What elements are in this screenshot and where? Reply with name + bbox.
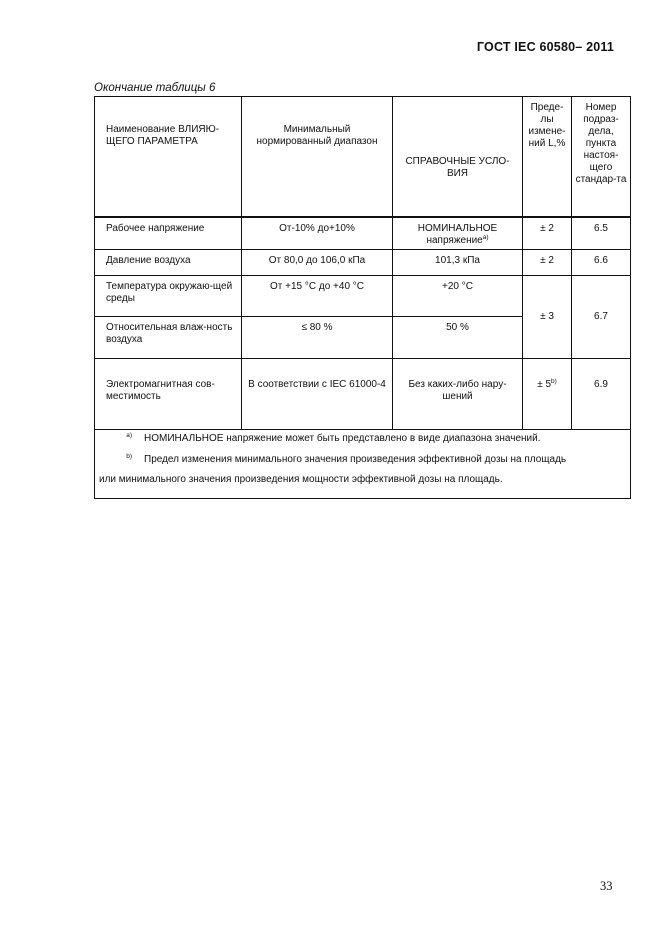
row-climate-limit: ± 3	[523, 276, 572, 359]
row-voltage-ref	[393, 217, 523, 250]
footnote-a-mark: a)	[126, 432, 132, 439]
emc-limit-value: ± 5	[537, 379, 552, 390]
footnotes	[95, 430, 631, 499]
table-caption: Окончание таблицы 6	[94, 82, 216, 94]
table-row	[95, 250, 631, 276]
row-voltage-param: Рабочее напряжение	[95, 217, 242, 250]
row-emc-param: Электромагнитная сов-местимость	[95, 359, 242, 430]
table-row	[95, 217, 631, 250]
footnote-b-mark: b)	[126, 453, 132, 460]
footnote-a-text: НОМИНАЛЬНОЕ напряжение может быть представлено в виде диапазона значений.	[144, 433, 541, 444]
row-pressure-section: 6.6	[572, 250, 631, 276]
table-header-row	[95, 97, 631, 217]
footnote-b-continued: или минимального значения произведения мощности эффективной дозы на площадь.	[99, 474, 503, 485]
footnote-b-text-1: Предел изменения минимального значения произведения эффективной дозы на площадь	[144, 454, 567, 465]
row-emc-section: 6.9	[572, 359, 631, 430]
header-reference-conditions: СПРАВОЧНЫЕ УСЛО-ВИЯ	[393, 97, 523, 217]
standard-code: ГОСТ IEC 60580– 2011	[476, 40, 614, 54]
footnote-mark-b: b)	[551, 378, 557, 385]
row-pressure-range: От 80,0 до 106,0 кПа	[242, 250, 393, 276]
row-emc-ref: Без каких-либо нару-шений	[393, 359, 523, 430]
row-voltage-range: От-10% до+10%	[242, 217, 393, 250]
footnote-a	[99, 430, 626, 445]
footnotes-row	[95, 430, 631, 499]
row-temperature-param: Температура окружаю-щей среды	[95, 276, 242, 317]
footnote-mark-a: a)	[482, 233, 489, 241]
row-humidity-range: ≤ 80 %	[242, 317, 393, 359]
header-section-number: Номер подраз-дела, пункта настоя-щего стандар-та	[572, 97, 631, 217]
row-climate-section: 6.7	[572, 276, 631, 359]
row-emc-range: В соответствии с IEC 61000-4	[242, 359, 393, 430]
row-voltage-limit: ± 2	[523, 217, 572, 250]
page-number: 33	[600, 879, 613, 893]
row-pressure-param: Давление воздуха	[95, 250, 242, 276]
row-temperature-ref: +20 °С	[393, 276, 523, 317]
row-pressure-ref: 101,3 кПа	[393, 250, 523, 276]
row-emc-limit	[523, 359, 572, 430]
table-row	[95, 276, 631, 317]
parameters-table	[94, 96, 631, 499]
ref-voltage-word: напряжение	[426, 234, 483, 246]
row-humidity-ref: 50 %	[393, 317, 523, 359]
row-pressure-limit: ± 2	[523, 250, 572, 276]
header-parameter-name: Наименование ВЛИЯЮ-ЩЕГО ПАРАМЕТРА	[95, 97, 242, 217]
row-temperature-range: От +15 °С до +40 °С	[242, 276, 393, 317]
row-humidity-param: Относительная влаж-ность воздуха	[95, 317, 242, 359]
row-voltage-section: 6.5	[572, 217, 631, 250]
table-row	[95, 359, 631, 430]
header-change-limits: Преде-лы измене-ний L,%	[523, 97, 572, 217]
ref-nominal: НОМИНАЛЬНОЕ	[417, 222, 498, 234]
footnote-b	[99, 445, 626, 466]
header-min-range: Минимальный нормированный диапазон	[242, 97, 393, 217]
